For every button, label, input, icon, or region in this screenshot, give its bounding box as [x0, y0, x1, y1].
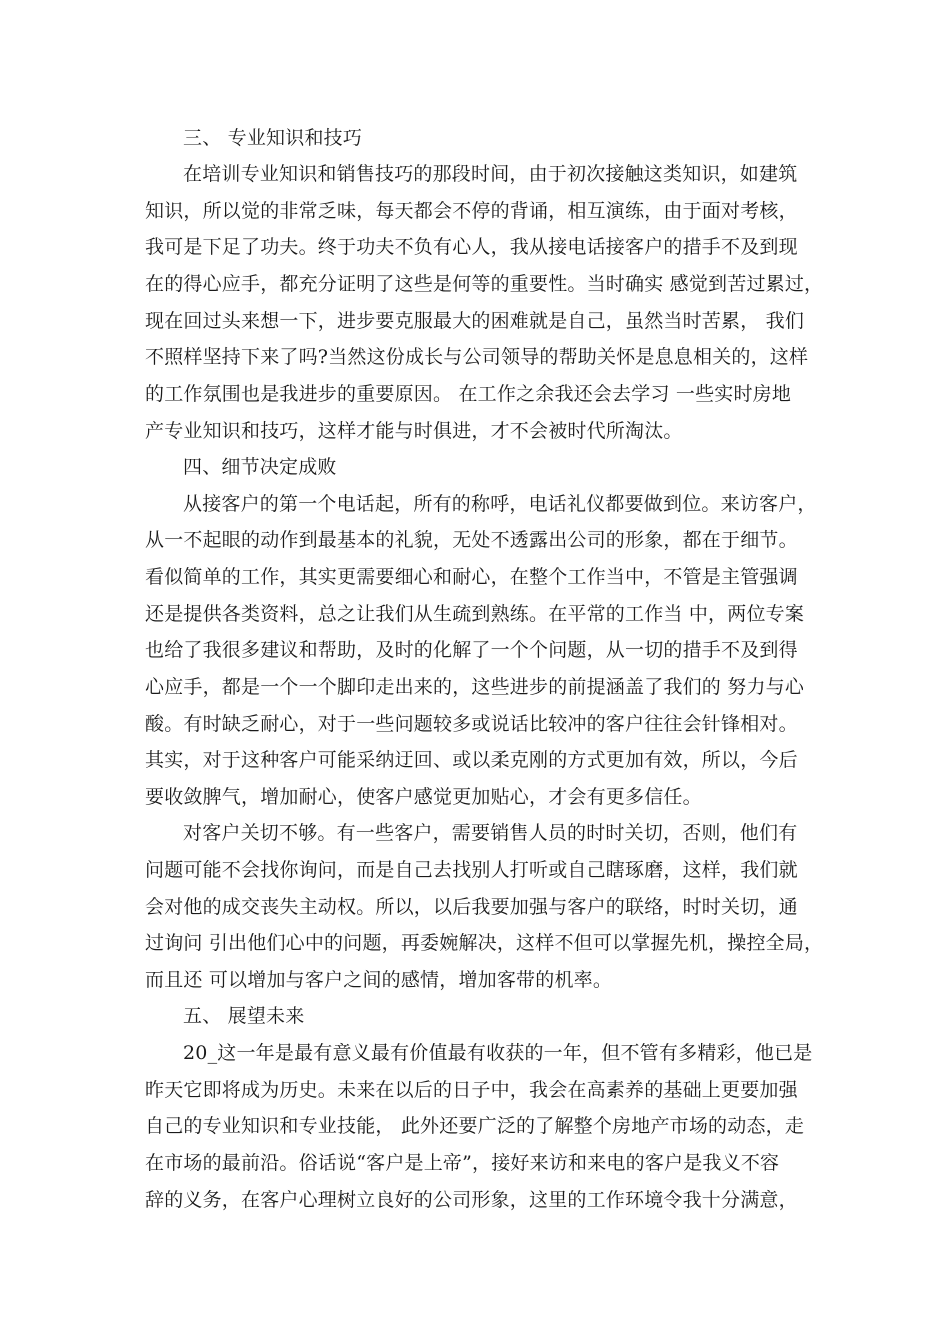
paragraph-line: 从接客户的第一个电话起，所有的称呼，电话礼仪都要做到位。来访客户， [183, 493, 817, 515]
paragraph-line: 知识，所以觉的非常乏味，每天都会不停的背诵，相互演练，由于面对考核， [145, 200, 798, 222]
paragraph-line: 产专业知识和技巧，这样才能与时俱进，才不会被时代所淘汰。 [145, 420, 683, 442]
paragraph-line: 昨天它即将成为历史。未来在以后的日子中，我会在高素养的基础上更要加强 [145, 1079, 798, 1101]
paragraph-line: 会对他的成交丧失主动权。所以，以后我要加强与客户的联络，时时关切，通 [145, 896, 798, 918]
paragraph-line: 心应手，都是一个一个脚印走出来的，这些进步的前提涵盖了我们的 努力与心 [145, 676, 805, 698]
paragraph-line: 我可是下足了功夫。终于功夫不负有心人，我从接电话接客户的措手不及到现 [145, 236, 798, 258]
paragraph-line: 对客户关切不够。有一些客户，需要销售人员的时时关切，否则，他们有 [183, 822, 798, 844]
paragraph-line: 的工作氛围也是我进步的重要原因。 在工作之余我还会去学习 一些实时房地 [145, 383, 792, 405]
paragraph-line: 酸。有时缺乏耐心，对于一些问题较多或说话比较冲的客户往往会针锋相对。 [145, 713, 798, 735]
paragraph-line: 要收敛脾气，增加耐心，使客户感觉更加贴心，才会有更多信任。 [145, 786, 702, 808]
paragraph-line: 而且还 可以增加与客户之间的感情，增加客带的机率。 [145, 969, 613, 991]
paragraph-line: 辞的义务，在客户心理树立良好的公司形象，这里的工作环境令我十分满意， [145, 1189, 798, 1211]
paragraph-line: 在的得心应手，都充分证明了这些是何等的重要性。当时确实 感觉到苦过累过， [145, 273, 824, 295]
paragraph-line: 自己的专业知识和专业技能， 此外还要广泛的了解整个房地产市场的动态，走 [145, 1115, 805, 1137]
paragraph-line: 不照样坚持下来了吗?当然这份成长与公司领导的帮助关怀是息息相关的，这样 [145, 346, 809, 368]
paragraph-line: 还是提供各类资料，总之让我们从生疏到熟练。在平常的工作当 中，两位专案 [145, 603, 805, 625]
paragraph-line: 也给了我很多建议和帮助，及时的化解了一个个问题，从一切的措手不及到得 [145, 639, 798, 661]
section-heading-5: 五、 展望未来 [183, 1005, 305, 1027]
paragraph-line: 从一不起眼的动作到最基本的礼貌，无处不透露出公司的形象，都在于细节。 [145, 529, 798, 551]
paragraph-line: 看似简单的工作，其实更需要细心和耐心，在整个工作当中，不管是主管强调 [145, 566, 798, 588]
paragraph-line: 现在回过头来想一下，进步要克服最大的困难就是自己，虽然当时苦累， 我们 [145, 310, 805, 332]
paragraph-line: 问题可能不会找你询问，而是自己去找别人打听或自己瞎琢磨，这样，我们就 [145, 859, 798, 881]
section-heading-4: 四、细节决定成败 [183, 456, 337, 478]
paragraph-line: 其实，对于这种客户可能采纳迂回、或以柔克刚的方式更加有效，所以，今后 [145, 749, 798, 771]
paragraph-line: 在培训专业知识和销售技巧的那段时间，由于初次接触这类知识，如建筑 [183, 163, 798, 185]
paragraph-line: 过询问 引出他们心中的问题，再委婉解决，这样不但可以掌握先机，操控全局， [145, 932, 824, 954]
paragraph-line: 20_这一年是最有意义最有价值最有收获的一年，但不管有多精彩，他已是 [183, 1042, 813, 1064]
paragraph-line: 在市场的最前沿。俗话说“客户是上帝”，接好来访和来电的客户是我义不容 [145, 1152, 780, 1174]
section-heading-3: 三、 专业知识和技巧 [183, 127, 363, 149]
